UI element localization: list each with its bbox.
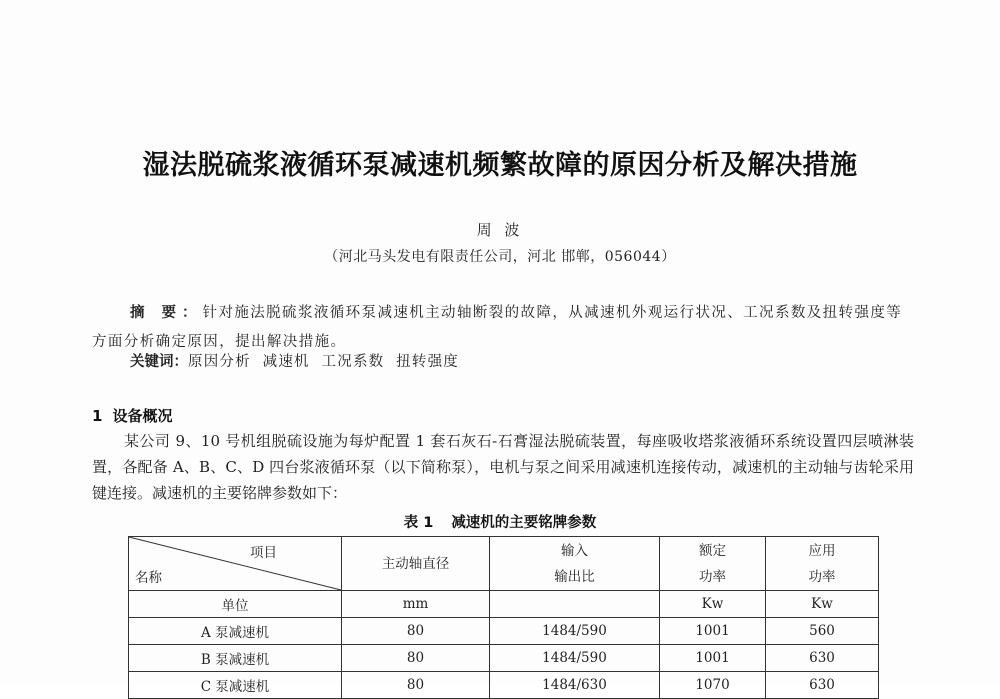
abstract-label: 摘 要： (130, 305, 203, 321)
keyword: 扭转强度 (396, 354, 459, 370)
keyword: 原因分析 (188, 354, 251, 370)
table-cell: 1001 (660, 618, 766, 645)
column-header-line: 输入 (561, 542, 588, 559)
header-item-label: 项目 (250, 545, 277, 561)
section-heading (92, 405, 172, 426)
table-cell: 560 (766, 618, 879, 645)
table-cell: Kw (660, 591, 766, 618)
table-cell: 80 (342, 672, 490, 699)
section-title: 设备概况 (112, 407, 173, 425)
column-header-line: 主动轴直径 (381, 555, 450, 572)
column-header-line: 应用 (808, 542, 836, 559)
column-header-line: 输出比 (554, 568, 595, 585)
table-cell: A 泵减速机 (129, 618, 342, 645)
table-cell: mm (342, 591, 490, 618)
unit-row (129, 591, 879, 618)
table-cell: C 泵减速机 (129, 672, 342, 699)
parameter-table (128, 536, 879, 699)
column-header-line: 功率 (699, 568, 726, 585)
table-row (129, 672, 879, 699)
column-header (766, 537, 879, 591)
diagonal-header-cell (129, 537, 342, 591)
table-title: 减速机的主要铭牌参数 (451, 515, 597, 531)
table-number: 表 1 (403, 515, 434, 531)
author-affiliation: （河北马头发电有限责任公司，河北 邯郸，056044） (324, 249, 676, 265)
abstract (92, 299, 914, 357)
keywords (130, 350, 910, 371)
keywords-label: 关键词： (130, 354, 188, 370)
table-row (129, 618, 879, 645)
table-cell: Kw (766, 591, 879, 618)
table-cell: 1070 (660, 672, 766, 699)
table-cell: 1484/590 (490, 645, 660, 672)
table-cell: 1001 (660, 645, 766, 672)
section-paragraph: 某公司 9、10 号机组脱硫设施为每炉配置 1 套石灰石-石膏湿法脱硫装置，每座吸收塔浆液循环系统设置四层喷淋装置，各配备 A、B、C、D 四台浆液循环泵（以下简称泵），电机与泵之间采用减速机连接传动，减速机的主动轴与齿轮采用键连接。减速机的主要铭牌参数如下： (92, 432, 914, 502)
table-row (129, 645, 879, 672)
table-cell: B 泵减速机 (129, 645, 342, 672)
table-header-row (129, 537, 879, 591)
keyword: 减速机 (262, 354, 310, 370)
section-number: 1 (92, 407, 103, 425)
table-cell: 1484/630 (490, 672, 660, 699)
column-header (660, 537, 766, 591)
keyword: 工况系数 (321, 354, 385, 370)
table-cell: 80 (342, 618, 490, 645)
table-cell: 630 (766, 672, 879, 699)
table-cell: 80 (342, 645, 490, 672)
column-header (342, 537, 490, 591)
column-header-line: 功率 (808, 568, 836, 585)
table-cell: 630 (766, 645, 879, 672)
paper-title: 湿法脱硫浆液循环泵减速机频繁故障的原因分析及解决措施 (142, 150, 858, 181)
column-header (490, 537, 660, 591)
table-cell: 1484/590 (490, 618, 660, 645)
table-cell: 单位 (129, 591, 342, 618)
author-name: 周 波 (476, 221, 524, 239)
table-caption (0, 511, 1000, 532)
column-header-line: 额定 (699, 542, 726, 559)
header-name-label: 名称 (135, 570, 162, 586)
table-cell (490, 591, 660, 618)
abstract-text: 针对施法脱硫浆液循环泵减速机主动轴断裂的故障，从减速机外观运行状况、工况系数及扭转强度等方面分析确定原因，提出解决措施。 (92, 305, 903, 350)
